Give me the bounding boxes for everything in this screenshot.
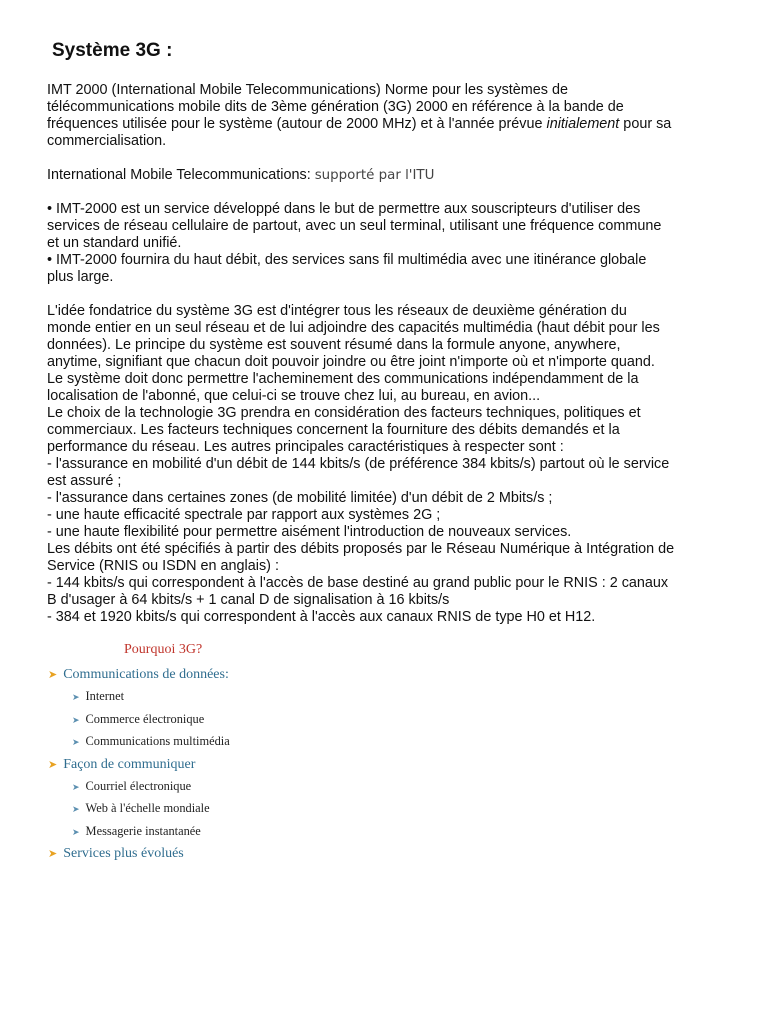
main-paragraph xyxy=(47,303,727,626)
body-line: données). Le principe du système est souvent résumé dans la formule anyone, anywhere, xyxy=(47,337,621,353)
figure-subitem: ➤ Web à l'échelle mondiale xyxy=(72,801,210,815)
itu-paragraph xyxy=(47,167,727,184)
intro-line: IMT 2000 (International Mobile Telecommunications) Norme pour les systèmes de xyxy=(47,82,568,98)
intro-line: télécommunications mobile dits de 3ème génération (3G) 2000 en référence à la bande de xyxy=(47,99,624,115)
body-line: Les débits ont été spécifiés à partir des débits proposés par le Réseau Numérique à Intégration de xyxy=(47,541,675,557)
body-line: commerciaux. Les facteurs techniques concernent la fourniture des débits demandés et la xyxy=(47,422,620,438)
document-page xyxy=(47,40,727,626)
body-line: anytime, signifiant que chacun doit pouvoir joindre ou être joint n'importe où et n'importe quand. xyxy=(47,354,655,370)
figure-subitem: ➤ Commerce électronique xyxy=(72,711,205,726)
arrow-bullet-icon: ➤ xyxy=(72,714,80,725)
body-line: - une haute efficacité spectrale par rapport aux systèmes 2G ; xyxy=(47,507,441,523)
bullet-line: services de réseau cellulaire de partout, avec un seul terminal, utilisant une fréquence commune xyxy=(47,218,662,234)
body-line: monde entier en un seul réseau et de lui adjoindre des capacités multimédia (haut débit pour les xyxy=(47,320,660,336)
intro-line: fréquences utilisée pour le système (autour de 2000 MHz) et à l'année prévue xyxy=(47,116,543,132)
intro-emphasis: initialement xyxy=(546,116,620,132)
bullet-line: • IMT-2000 fournira du haut débit, des services sans fil multimédia avec une itinérance globale xyxy=(47,252,647,268)
arrow-bullet-icon: ➤ xyxy=(72,692,80,702)
body-line: - 384 et 1920 kbits/s qui correspondent à l'accès aux canaux RNIS de type H0 et H12. xyxy=(47,609,596,625)
why-3g-figure xyxy=(48,642,284,864)
figure-subitem: ➤ Messagerie instantanée xyxy=(72,823,201,838)
arrow-bullet-icon: ➤ xyxy=(48,758,58,771)
body-line: L'idée fondatrice du système 3G est d'intégrer tous les réseaux de deuxième génération du xyxy=(47,303,627,319)
body-line: est assuré ; xyxy=(47,473,122,489)
intro-line: pour sa xyxy=(619,116,672,132)
figure-subitem: ➤ Communications multimédia xyxy=(72,734,230,748)
arrow-bullet-icon: ➤ xyxy=(72,826,80,837)
figure-category: ➤ Services plus évolués xyxy=(48,846,184,861)
body-line: - 144 kbits/s qui correspondent à l'accès de base destiné au grand public pour le RNIS : 2 canaux xyxy=(47,575,669,591)
intro-paragraph xyxy=(47,82,727,150)
arrow-bullet-icon: ➤ xyxy=(72,737,80,747)
body-line: Le système doit donc permettre l'acheminement des communications indépendamment de la xyxy=(47,371,639,387)
itu-support: supporté par l'ITU xyxy=(314,168,435,183)
itu-label: International Mobile Telecommunications: xyxy=(47,167,315,183)
bullet-line: et un standard unifié. xyxy=(47,235,182,251)
body-line: - l'assurance dans certaines zones (de mobilité limitée) d'un débit de 2 Mbits/s ; xyxy=(47,490,553,506)
body-line: Le choix de la technologie 3G prendra en considération des facteurs techniques, politiques et xyxy=(47,405,641,421)
figure-category: ➤ Façon de communiquer xyxy=(48,756,196,772)
body-line: performance du réseau. Les autres principales caractéristiques à respecter sont : xyxy=(47,439,564,455)
intro-line: commercialisation. xyxy=(47,133,167,149)
arrow-bullet-icon: ➤ xyxy=(72,781,80,792)
body-line: B d'usager à 64 kbits/s + 1 canal D de signalisation à 16 kbits/s xyxy=(47,592,450,608)
figure-title: Pourquoi 3G? xyxy=(124,642,203,657)
arrow-bullet-icon: ➤ xyxy=(72,804,80,814)
body-line: Service (RNIS ou ISDN en anglais) : xyxy=(47,558,279,574)
arrow-bullet-icon: ➤ xyxy=(48,848,58,860)
figure-subitem: ➤ Courriel électronique xyxy=(72,778,192,793)
figure-category: ➤ Communications de données: xyxy=(48,667,229,682)
bullet-line: plus large. xyxy=(47,269,114,285)
bullet-line: • IMT-2000 est un service développé dans le but de permettre aux souscripteurs d'utiliser des xyxy=(47,201,641,217)
figure-subitem: ➤ Internet xyxy=(72,689,125,703)
body-line: - une haute flexibilité pour permettre aisément l'introduction de nouveaux services. xyxy=(47,524,572,540)
body-line: - l'assurance en mobilité d'un débit de 144 kbits/s (de préférence 384 kbits/s) partout où le service xyxy=(47,456,670,472)
bullet-list xyxy=(47,201,727,286)
body-line: localisation de l'abonné, que celui-ci se trouve chez lui, au bureau, en avion... xyxy=(47,388,541,404)
arrow-bullet-icon: ➤ xyxy=(48,669,58,681)
page-title: Système 3G : xyxy=(52,40,173,61)
